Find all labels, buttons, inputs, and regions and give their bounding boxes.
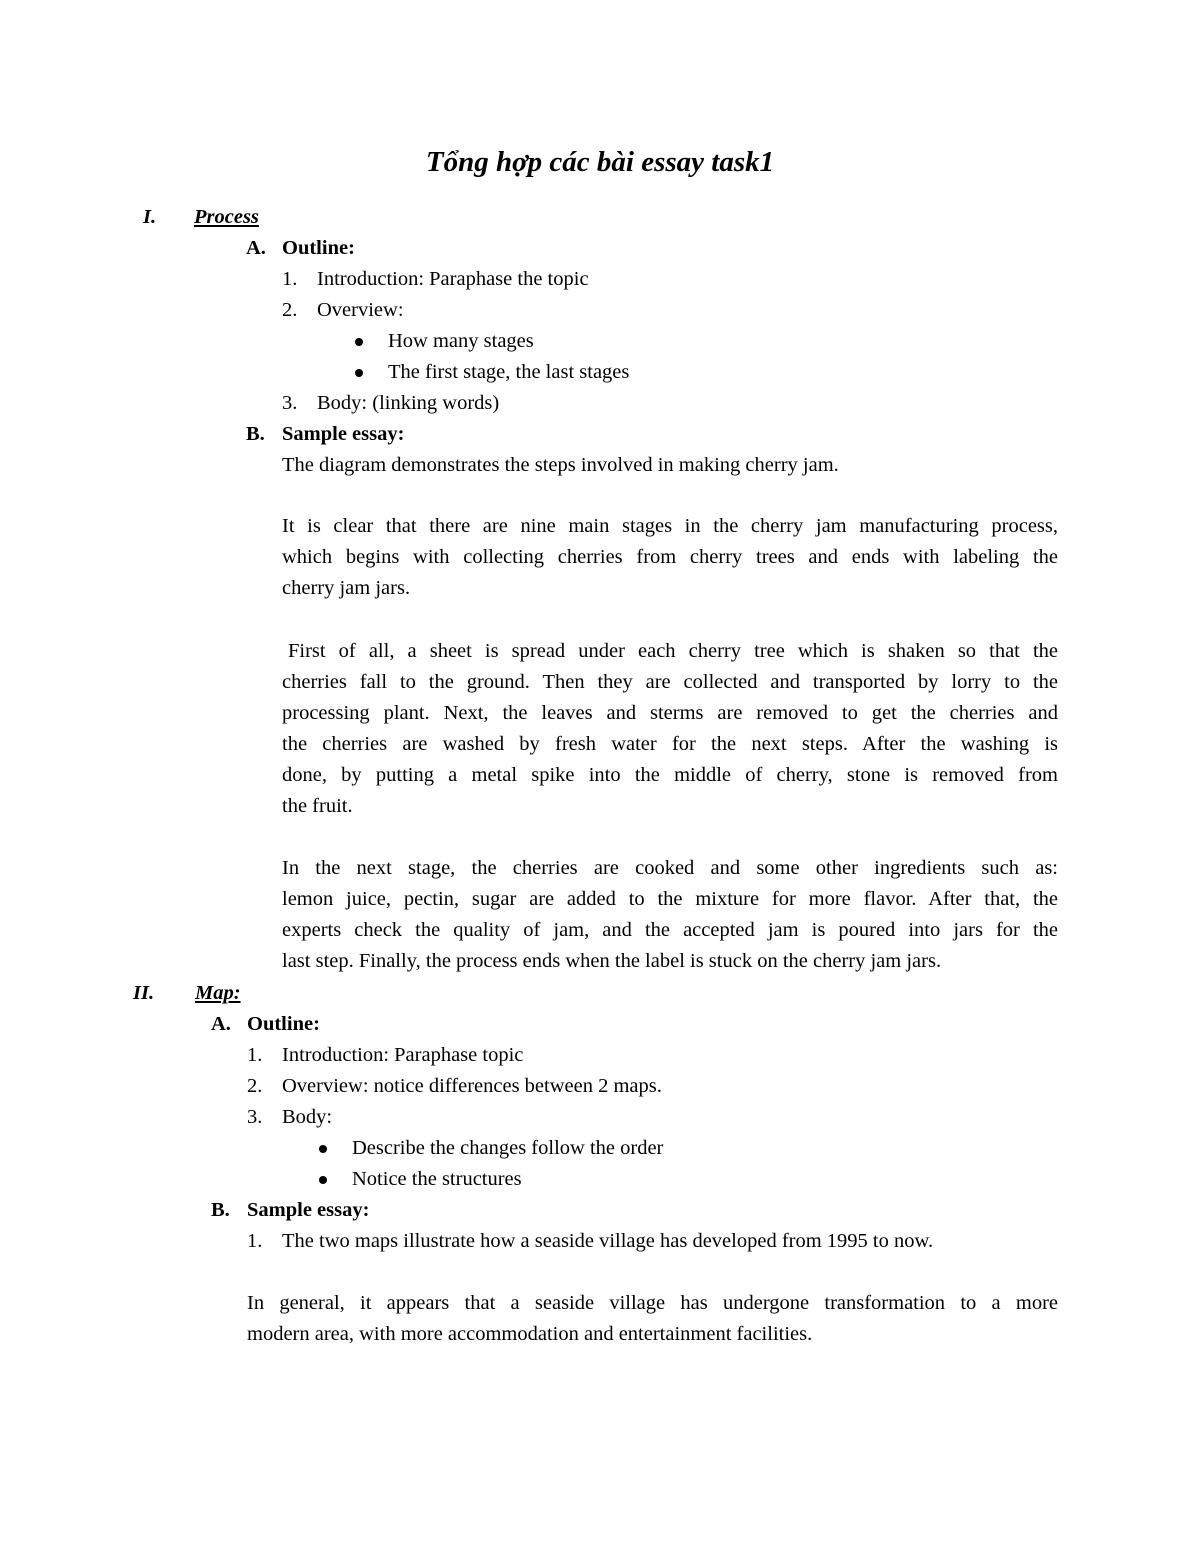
section-2-outline-heading: Outline: (247, 1013, 320, 1035)
section-2-outline-label: A. (211, 1013, 231, 1035)
outline-item-text: Body: (linking words) (317, 392, 500, 414)
essay-line: which begins with collecting cherries from cherry trees and ends with labeling the (282, 546, 1058, 568)
section-2-sample-heading: Sample essay: (247, 1199, 370, 1221)
section-1-outline-heading: Outline: (282, 237, 355, 259)
section-1-title: Process (194, 206, 259, 228)
essay-line: last step. Finally, the process ends when the label is stuck on the cherry jam jars. (282, 950, 942, 972)
outline-item-text: Introduction: Paraphase the topic (317, 268, 589, 290)
outline-item-number: 1. (247, 1044, 263, 1066)
outline-item-number: 1. (282, 268, 298, 290)
bullet-icon (355, 369, 363, 377)
bullet-icon (319, 1176, 327, 1184)
outline-item-number: 3. (282, 392, 298, 414)
outline-item-number: 3. (247, 1106, 263, 1128)
bullet-item-text: How many stages (388, 330, 534, 352)
essay-line: cherries fall to the ground. Then they are collected and transported by lorry to the (282, 671, 1058, 693)
bullet-icon (319, 1145, 327, 1153)
section-1-outline-label: A. (246, 237, 266, 259)
essay-line: The diagram demonstrates the steps involved in making cherry jam. (282, 454, 839, 476)
essay-line: the cherries are washed by fresh water for the next steps. After the washing is (282, 733, 1058, 755)
outline-item-text: Overview: notice differences between 2 maps. (282, 1075, 662, 1097)
outline-item-number: 2. (282, 299, 298, 321)
section-2-title: Map: (195, 982, 241, 1004)
essay-line: First of all, a sheet is spread under each cherry tree which is shaken so that the (288, 640, 1058, 662)
section-2-sample-label: B. (211, 1199, 230, 1221)
outline-item-text: Overview: (317, 299, 404, 321)
essay-line: experts check the quality of jam, and the accepted jam is poured into jars for the (282, 919, 1058, 941)
bullet-item-text: Notice the structures (352, 1168, 522, 1190)
sample-item-text: The two maps illustrate how a seaside village has developed from 1995 to now. (282, 1230, 934, 1252)
essay-line: modern area, with more accommodation and entertainment facilities. (247, 1323, 813, 1345)
essay-line: processing plant. Next, the leaves and sterms are removed to get the cherries and (282, 702, 1058, 724)
outline-item-text: Body: (282, 1106, 333, 1128)
section-2-numeral: II. (133, 982, 155, 1004)
document-title: Tổng hợp các bài essay task1 (425, 146, 775, 178)
essay-line: In the next stage, the cherries are cooked and some other ingredients such as: (282, 857, 1058, 879)
essay-line: done, by putting a metal spike into the middle of cherry, stone is removed from (282, 764, 1058, 786)
bullet-icon (355, 338, 363, 346)
outline-item-number: 2. (247, 1075, 263, 1097)
essay-line: cherry jam jars. (282, 577, 411, 599)
essay-line: the fruit. (282, 795, 353, 817)
essay-line: It is clear that there are nine main stages in the cherry jam manufacturing process, (282, 515, 1058, 537)
section-1-sample-label: B. (246, 423, 265, 445)
section-1-numeral: I. (143, 206, 157, 228)
bullet-item-text: Describe the changes follow the order (352, 1137, 664, 1159)
sample-item-number: 1. (247, 1230, 263, 1252)
bullet-item-text: The first stage, the last stages (388, 361, 630, 383)
outline-item-text: Introduction: Paraphase topic (282, 1044, 524, 1066)
essay-line: In general, it appears that a seaside village has undergone transformation to a more (247, 1292, 1058, 1314)
essay-line: lemon juice, pectin, sugar are added to the mixture for more flavor. After that, the (282, 888, 1058, 910)
section-1-sample-heading: Sample essay: (282, 423, 405, 445)
